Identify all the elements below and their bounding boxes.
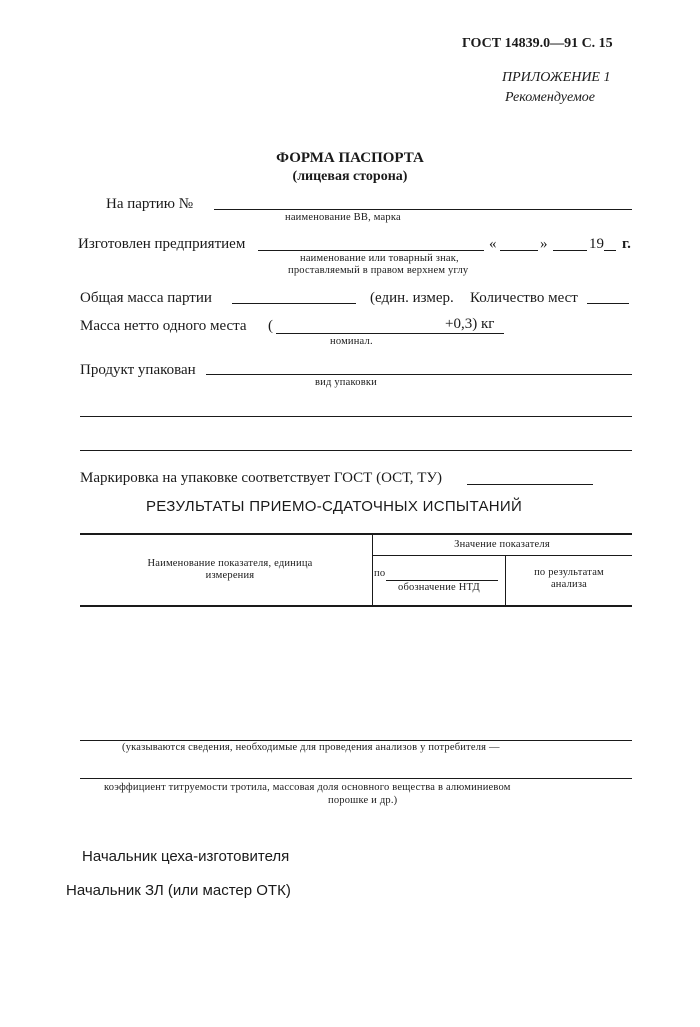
shop-head-signature: Начальник цеха-изготовителя bbox=[82, 848, 290, 865]
appendix-label: ПРИЛОЖЕНИЕ 1 bbox=[502, 70, 611, 85]
batch-hint: наименование ВВ, марка bbox=[285, 212, 401, 223]
results-title: РЕЗУЛЬТАТЫ ПРИЕМО-СДАТОЧНЫХ ИСПЫТАНИЙ bbox=[146, 498, 523, 515]
net-line[interactable] bbox=[276, 333, 504, 334]
lab-head-signature: Начальник ЗЛ (или мастер ОТК) bbox=[66, 882, 291, 899]
blank-line-2[interactable] bbox=[80, 450, 632, 451]
col2-ntd-line[interactable] bbox=[386, 580, 498, 581]
marking-line[interactable] bbox=[467, 484, 593, 485]
mass-label: Общая масса партии bbox=[80, 290, 212, 306]
maker-hint-1: наименование или товарный знак, bbox=[300, 253, 459, 264]
net-label: Масса нетто одного места bbox=[80, 318, 247, 334]
table-top-rule bbox=[80, 533, 632, 535]
quote-open: « bbox=[489, 236, 497, 252]
table-bottom-rule bbox=[80, 605, 632, 607]
year-suffix: г. bbox=[622, 236, 631, 252]
month-line[interactable] bbox=[553, 250, 587, 251]
net-paren: ( bbox=[268, 318, 273, 334]
blank-line-1[interactable] bbox=[80, 416, 632, 417]
batch-label: На партию № bbox=[106, 196, 194, 212]
maker-hint-2: проставляемый в правом верхнем углу bbox=[288, 265, 469, 276]
notes-line-2[interactable] bbox=[80, 778, 632, 779]
col1-header-line1: Наименование показателя, единица bbox=[147, 558, 313, 569]
year-prefix: 19 bbox=[589, 236, 604, 252]
col1-header-line2: измерения bbox=[205, 570, 255, 581]
notes-text-3: порошке и др.) bbox=[328, 795, 398, 806]
pack-line[interactable] bbox=[206, 374, 632, 375]
gost-header: ГОСТ 14839.0—91 С. 15 bbox=[462, 36, 613, 51]
places-label: Количество мест bbox=[470, 290, 578, 306]
group-header: Значение показателя bbox=[454, 539, 550, 550]
pack-label: Продукт упакован bbox=[80, 362, 196, 378]
form-title: ФОРМА ПАСПОРТА bbox=[276, 150, 424, 166]
col2-hint: обозначение НТД bbox=[398, 582, 480, 593]
unit-label: (един. измер. bbox=[370, 290, 454, 306]
maker-label: Изготовлен предприятием bbox=[78, 236, 246, 252]
net-hint: номинал. bbox=[330, 336, 373, 347]
year-line[interactable] bbox=[604, 250, 616, 251]
net-tolerance: +0,3) кг bbox=[445, 316, 495, 332]
day-line[interactable] bbox=[500, 250, 538, 251]
notes-text-2: коэффициент титруемости тротила, массовая доля основного вещества в алюминиевом bbox=[104, 782, 511, 793]
batch-line[interactable] bbox=[214, 209, 632, 210]
quote-close: » bbox=[540, 236, 548, 252]
form-subtitle: (лицевая сторона) bbox=[292, 169, 408, 184]
recommended-label: Рекомендуемое bbox=[505, 90, 595, 105]
mass-line[interactable] bbox=[232, 303, 356, 304]
notes-line-1[interactable] bbox=[80, 740, 632, 741]
marking-label: Маркировка на упаковке соответствует ГОСТ (ОСТ, ТУ) bbox=[80, 470, 443, 486]
col3-header-line2: анализа bbox=[550, 579, 588, 590]
notes-text-1: (указываются сведения, необходимые для проведения анализов у потребителя — bbox=[122, 742, 500, 753]
col3-header-line1: по результатам bbox=[534, 567, 604, 578]
pack-hint: вид упаковки bbox=[315, 377, 377, 388]
table-subheader-rule bbox=[372, 555, 632, 556]
places-line[interactable] bbox=[587, 303, 629, 304]
col2-prefix: по bbox=[374, 568, 386, 579]
maker-line[interactable] bbox=[258, 250, 484, 251]
